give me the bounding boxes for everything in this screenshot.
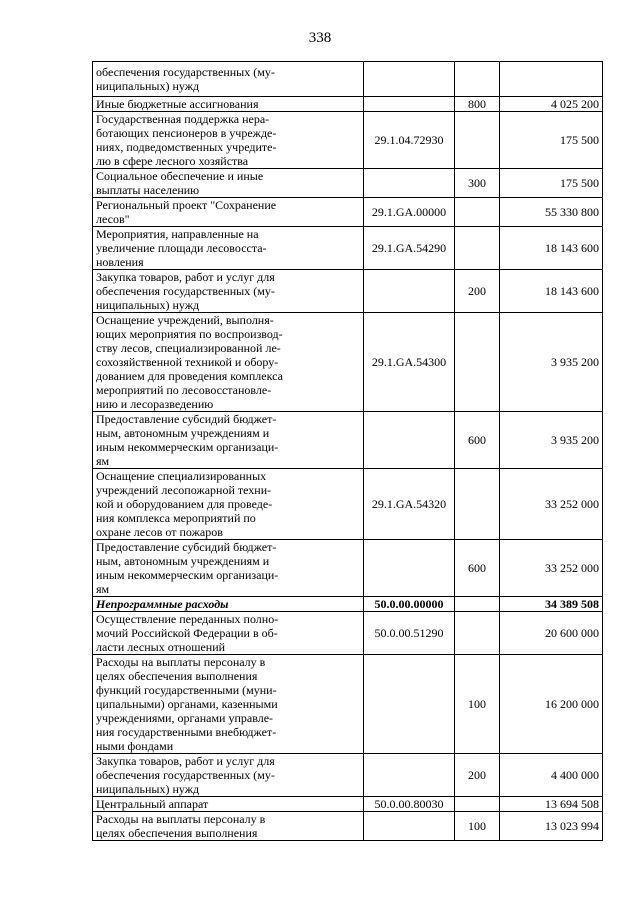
row-expense-type-cell [455, 612, 500, 655]
row-expense-type-cell [455, 597, 500, 612]
table-row [93, 655, 603, 754]
table-row [93, 612, 603, 655]
row-code-cell: 50.0.00.80030 [364, 797, 455, 812]
row-expense-type-cell: 200 [455, 270, 500, 313]
row-amount-cell: 20 600 000 [500, 612, 603, 655]
row-amount-cell: 175 500 [500, 112, 603, 169]
row-expense-type-cell [455, 797, 500, 812]
row-expense-type-cell: 600 [455, 540, 500, 597]
table-row [93, 812, 603, 841]
row-name-cell: Осуществление переданных полно- мочий Российской Федерации в об- ласти лесных отношений [93, 612, 364, 655]
row-name-cell: Предоставление субсидий бюджет- ным, автономным учреждениям и иным некоммерческим организаци- ям [93, 412, 364, 469]
table-body [93, 62, 603, 841]
row-amount-cell: 18 143 600 [500, 270, 603, 313]
row-code-cell: 50.0.00.00000 [364, 597, 455, 612]
table-row [93, 597, 603, 612]
row-name-cell: Мероприятия, направленные на увеличение площади лесовосста- новления [93, 227, 364, 270]
row-expense-type-cell: 100 [455, 812, 500, 841]
row-name-cell: Расходы на выплаты персоналу в целях обеспечения выполнения функций государственными (муни- ципальными) органами, казенными учреждениями, органами управле- ния государственными внебюджет- ными фондами [93, 655, 364, 754]
row-expense-type-cell [455, 198, 500, 227]
row-code-cell: 50.0.00.51290 [364, 612, 455, 655]
row-code-cell: 29.1.GA.00000 [364, 198, 455, 227]
row-amount-cell: 4 400 000 [500, 754, 603, 797]
table-row [93, 412, 603, 469]
budget-table [92, 61, 603, 841]
row-name-cell: Закупка товаров, работ и услуг для обеспечения государственных (му- ниципальных) нужд [93, 754, 364, 797]
row-code-cell [364, 169, 455, 198]
row-amount-cell: 13 694 508 [500, 797, 603, 812]
row-name-cell: Расходы на выплаты персоналу в целях обеспечения выполнения [93, 812, 364, 841]
row-name-cell: Оснащение специализированных учреждений лесопожарной техни- кой и оборудованием для проведе- ния комплекса мероприятий по охране лесов от пожаров [93, 469, 364, 540]
row-name-cell: Региональный проект "Сохранение лесов" [93, 198, 364, 227]
row-name-cell: Государственная поддержка нера- ботающих пенсионеров в учрежде- ниях, подведомственных учредите- лю в сфере лесного хозяйства [93, 112, 364, 169]
row-amount-cell: 3 935 200 [500, 412, 603, 469]
row-name-cell: Непрограммные расходы [93, 597, 364, 612]
row-expense-type-cell [455, 469, 500, 540]
table-row [93, 97, 603, 112]
row-code-cell [364, 62, 455, 97]
row-name-cell: Социальное обеспечение и иные выплаты населению [93, 169, 364, 198]
table-row [93, 797, 603, 812]
row-expense-type-cell: 300 [455, 169, 500, 198]
row-amount-cell: 33 252 000 [500, 469, 603, 540]
row-code-cell [364, 754, 455, 797]
table-row [93, 270, 603, 313]
row-code-cell [364, 412, 455, 469]
row-code-cell [364, 812, 455, 841]
row-expense-type-cell: 100 [455, 655, 500, 754]
row-code-cell: 29.1.GA.54320 [364, 469, 455, 540]
row-amount-cell: 3 935 200 [500, 313, 603, 412]
row-amount-cell: 16 200 000 [500, 655, 603, 754]
table-row [93, 313, 603, 412]
table-row [93, 227, 603, 270]
row-name-cell: обеспечения государственных (му- ниципальных) нужд [93, 62, 364, 97]
row-code-cell: 29.1.GA.54300 [364, 313, 455, 412]
row-amount-cell: 13 023 994 [500, 812, 603, 841]
row-expense-type-cell: 600 [455, 412, 500, 469]
row-code-cell: 29.1.04.72930 [364, 112, 455, 169]
table-row [93, 754, 603, 797]
row-name-cell: Иные бюджетные ассигнования [93, 97, 364, 112]
table-row [93, 62, 603, 97]
row-name-cell: Предоставление субсидий бюджет- ным, автономным учреждениям и иным некоммерческим организаци- ям [93, 540, 364, 597]
row-amount-cell: 4 025 200 [500, 97, 603, 112]
row-amount-cell: 175 500 [500, 169, 603, 198]
row-expense-type-cell [455, 227, 500, 270]
row-amount-cell [500, 62, 603, 97]
table-row [93, 112, 603, 169]
row-amount-cell: 18 143 600 [500, 227, 603, 270]
row-code-cell [364, 270, 455, 313]
row-code-cell [364, 655, 455, 754]
row-code-cell [364, 540, 455, 597]
row-expense-type-cell: 200 [455, 754, 500, 797]
row-amount-cell: 34 389 508 [500, 597, 603, 612]
row-name-cell: Центральный аппарат [93, 797, 364, 812]
row-expense-type-cell [455, 313, 500, 412]
table-row [93, 469, 603, 540]
row-code-cell: 29.1.GA.54290 [364, 227, 455, 270]
row-name-cell: Закупка товаров, работ и услуг для обеспечения государственных (му- ниципальных) нужд [93, 270, 364, 313]
row-expense-type-cell [455, 62, 500, 97]
table-row [93, 169, 603, 198]
row-code-cell [364, 97, 455, 112]
row-expense-type-cell [455, 112, 500, 169]
row-amount-cell: 55 330 800 [500, 198, 603, 227]
row-amount-cell: 33 252 000 [500, 540, 603, 597]
row-expense-type-cell: 800 [455, 97, 500, 112]
table-row [93, 540, 603, 597]
row-name-cell: Оснащение учреждений, выполня- ющих мероприятия по воспроизвод- ству лесов, специализированной ле- сохозяйственной техникой и обору- дованием для проведения комплекса мероприятий по лесовосстановле- нию и лесоразведению [93, 313, 364, 412]
page-number: 338 [308, 30, 332, 46]
table-row [93, 198, 603, 227]
